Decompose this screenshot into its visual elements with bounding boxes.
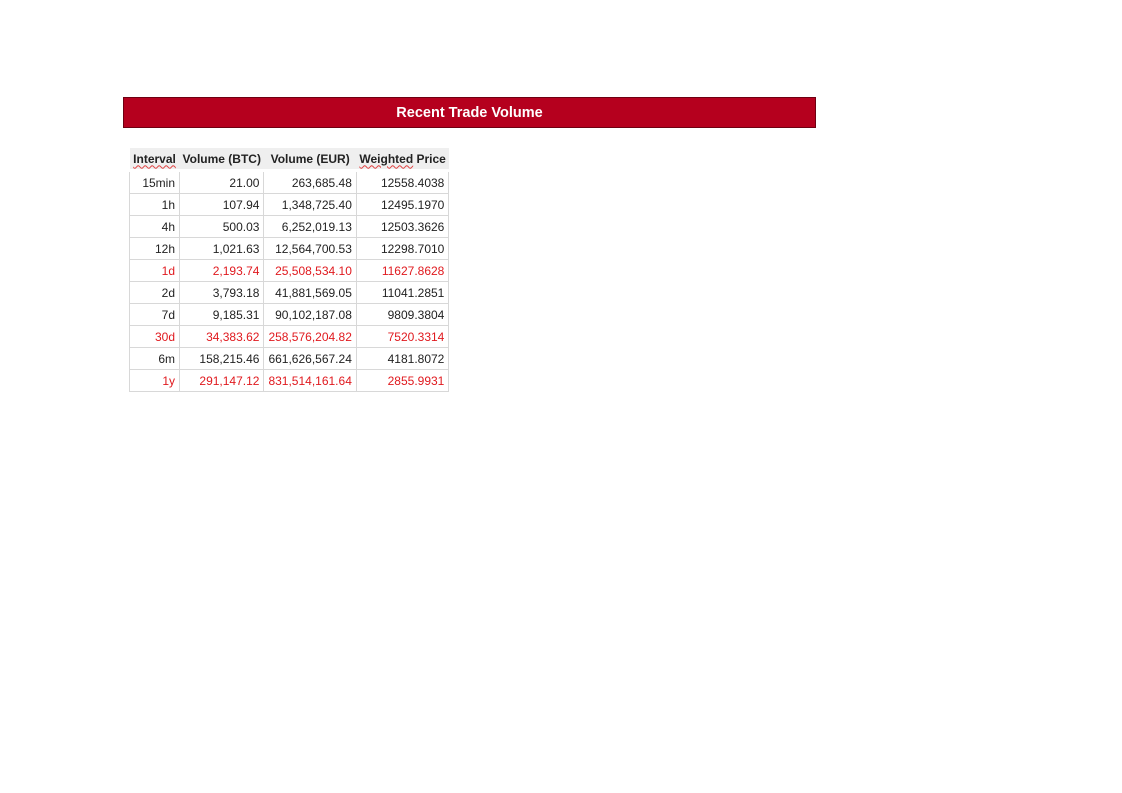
cell-volume-btc: 1,021.63 — [180, 238, 264, 260]
cell-volume-eur: 25,508,534.10 — [264, 260, 356, 282]
cell-interval: 12h — [130, 238, 180, 260]
cell-volume-btc: 291,147.12 — [180, 370, 264, 392]
cell-interval: 30d — [130, 326, 180, 348]
table-row — [130, 260, 449, 282]
table-row — [130, 326, 449, 348]
cell-interval: 7d — [130, 304, 180, 326]
cell-weighted-price: 7520.3314 — [356, 326, 448, 348]
cell-interval: 2d — [130, 282, 180, 304]
cell-volume-btc: 9,185.31 — [180, 304, 264, 326]
page-title: Recent Trade Volume — [396, 104, 543, 121]
cell-interval: 6m — [130, 348, 180, 370]
cell-interval: 1d — [130, 260, 180, 282]
table-row — [130, 348, 449, 370]
table-row — [130, 304, 449, 326]
cell-volume-btc: 21.00 — [180, 171, 264, 194]
title-banner — [123, 97, 816, 128]
cell-weighted-price: 9809.3804 — [356, 304, 448, 326]
header-volume-eur: Volume (EUR) — [264, 148, 356, 171]
table-header-row — [130, 148, 449, 171]
cell-weighted-price: 12503.3626 — [356, 216, 448, 238]
cell-volume-eur: 6,252,019.13 — [264, 216, 356, 238]
trade-volume-table — [129, 148, 449, 392]
cell-volume-eur: 661,626,567.24 — [264, 348, 356, 370]
cell-volume-btc: 34,383.62 — [180, 326, 264, 348]
cell-weighted-price: 4181.8072 — [356, 348, 448, 370]
table-row — [130, 370, 449, 392]
cell-volume-btc: 158,215.46 — [180, 348, 264, 370]
cell-volume-btc: 500.03 — [180, 216, 264, 238]
cell-interval: 4h — [130, 216, 180, 238]
cell-volume-eur: 263,685.48 — [264, 171, 356, 194]
cell-volume-eur: 90,102,187.08 — [264, 304, 356, 326]
cell-volume-eur: 12,564,700.53 — [264, 238, 356, 260]
table-row — [130, 282, 449, 304]
table-row — [130, 171, 449, 194]
cell-volume-eur: 831,514,161.64 — [264, 370, 356, 392]
cell-weighted-price: 12558.4038 — [356, 171, 448, 194]
cell-interval: 15min — [130, 171, 180, 194]
cell-volume-eur: 258,576,204.82 — [264, 326, 356, 348]
cell-volume-eur: 41,881,569.05 — [264, 282, 356, 304]
cell-weighted-price: 2855.9931 — [356, 370, 448, 392]
table-row — [130, 238, 449, 260]
table-row — [130, 194, 449, 216]
cell-volume-btc: 107.94 — [180, 194, 264, 216]
cell-interval: 1h — [130, 194, 180, 216]
cell-volume-eur: 1,348,725.40 — [264, 194, 356, 216]
header-volume-btc: Volume (BTC) — [180, 148, 264, 171]
cell-weighted-price: 11627.8628 — [356, 260, 448, 282]
header-weighted-price: Weighted Price — [356, 148, 448, 171]
table-row — [130, 216, 449, 238]
cell-weighted-price: 11041.2851 — [356, 282, 448, 304]
cell-weighted-price: 12495.1970 — [356, 194, 448, 216]
header-interval: Interval — [130, 148, 180, 171]
cell-volume-btc: 2,193.74 — [180, 260, 264, 282]
cell-weighted-price: 12298.7010 — [356, 238, 448, 260]
cell-volume-btc: 3,793.18 — [180, 282, 264, 304]
cell-interval: 1y — [130, 370, 180, 392]
